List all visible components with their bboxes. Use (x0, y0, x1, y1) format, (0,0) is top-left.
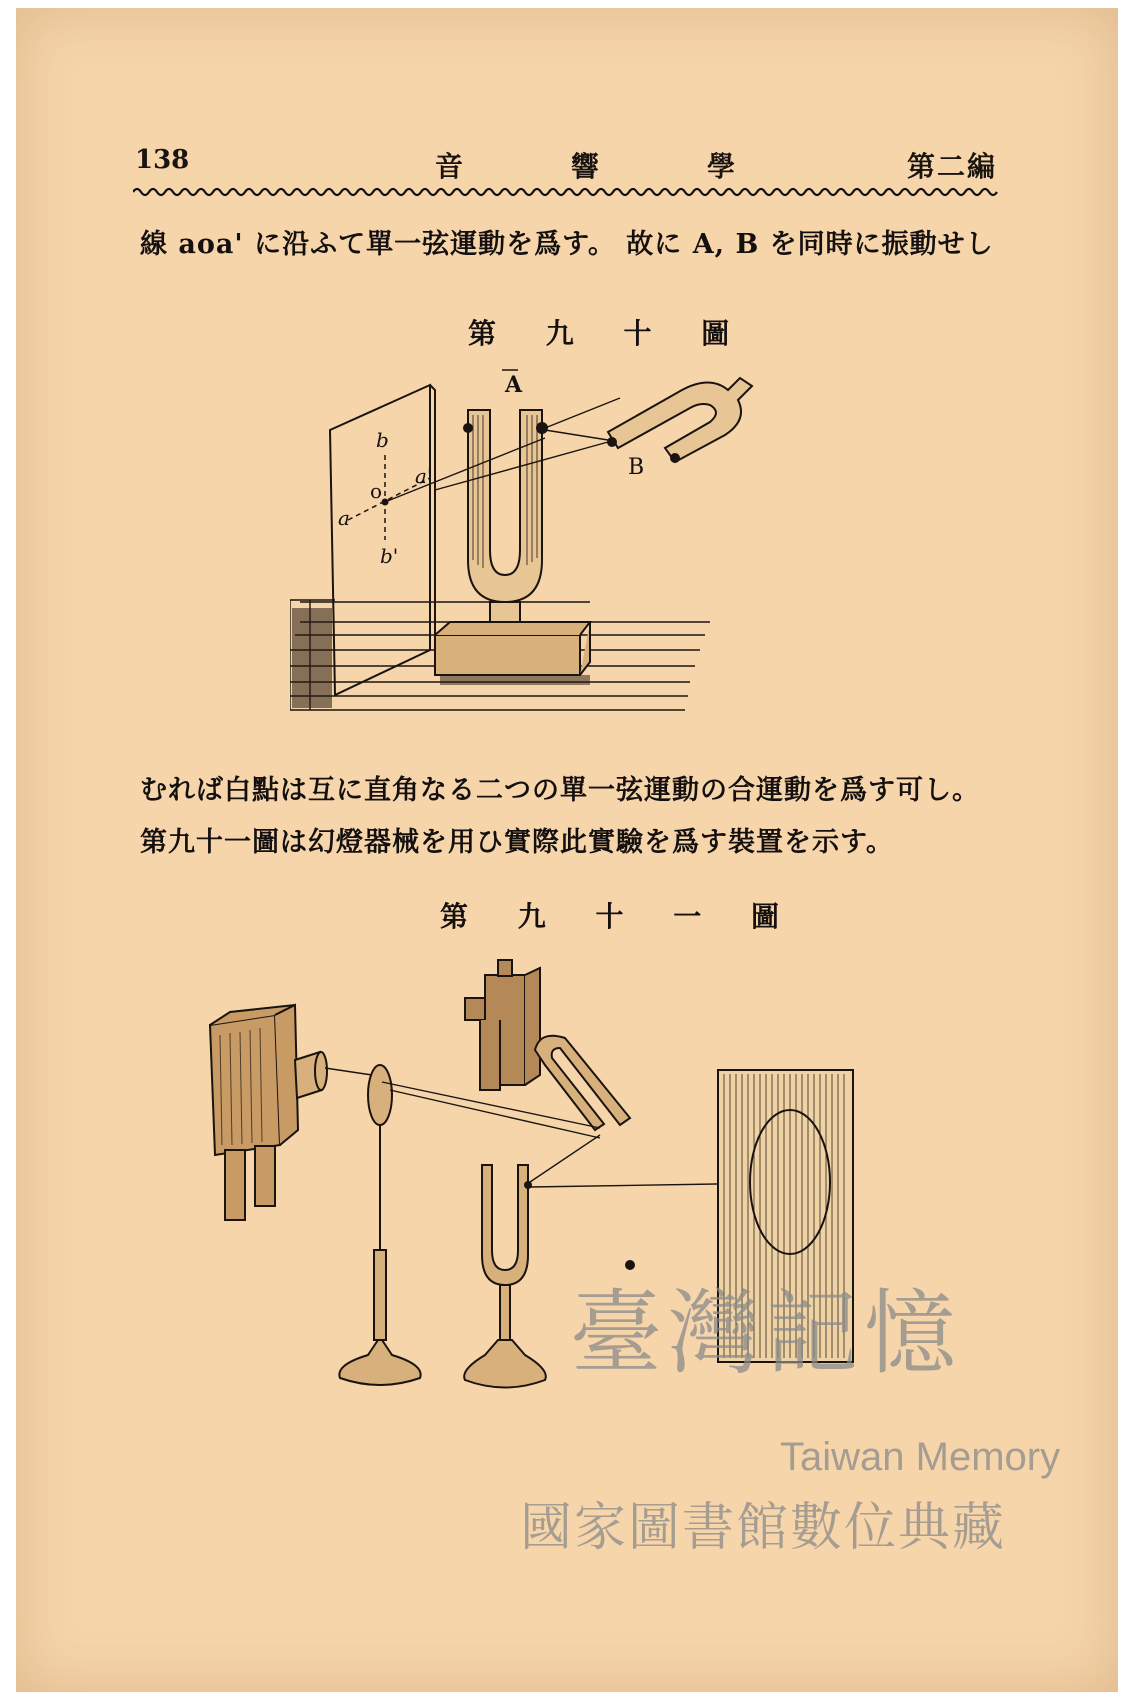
watermark-library: 國家圖書館數位典藏 (520, 1499, 1007, 1557)
part-label: 第二編 (906, 150, 997, 183)
label-a: a (338, 506, 350, 530)
wavy-rule (133, 185, 999, 199)
label-B: B (628, 455, 645, 480)
title-char: 響 (570, 150, 599, 183)
watermark-english: Taiwan Memory (780, 1435, 1061, 1479)
body-text-line-2: むれば白點は互に直角なる二つの單一弦運動の合運動を爲す可し。 (140, 775, 980, 806)
label-A: A (505, 372, 523, 398)
tuning-fork-a (468, 410, 542, 624)
label-a-prime: a' (415, 464, 433, 488)
body-text-line-3: 第九十一圖は幻燈器械を用ひ實際此實驗を爲す裝置を示す。 (140, 827, 894, 858)
magic-lantern (210, 1005, 298, 1220)
tuning-fork-b (608, 378, 752, 462)
title-char: 學 (706, 150, 735, 183)
figure-90-caption: 第 九 十 圖 (468, 317, 750, 350)
label-o: o (370, 479, 383, 503)
running-title (435, 145, 735, 185)
figure-90-illustration (290, 350, 770, 780)
fork-base (435, 622, 590, 675)
watermark-chinese: 臺灣記憶 (570, 1280, 963, 1387)
body-text-line-1: 線 aoa' に沿ふて單一弦運動を爲す。 故に A, B を同時に振動せし (140, 229, 994, 260)
running-head (135, 145, 997, 185)
upper-fork (535, 1036, 630, 1130)
page-number: 138 (135, 145, 190, 175)
label-b: b (376, 428, 389, 452)
figure-91-caption: 第 九 十 一 圖 (440, 900, 799, 933)
title-char: 音 (435, 150, 464, 183)
library-watermark (510, 1260, 1070, 1560)
lantern-lens (295, 1052, 327, 1098)
mirror-stand (339, 1065, 420, 1385)
label-b-prime: b' (380, 544, 399, 568)
clamp-block (465, 960, 540, 1090)
